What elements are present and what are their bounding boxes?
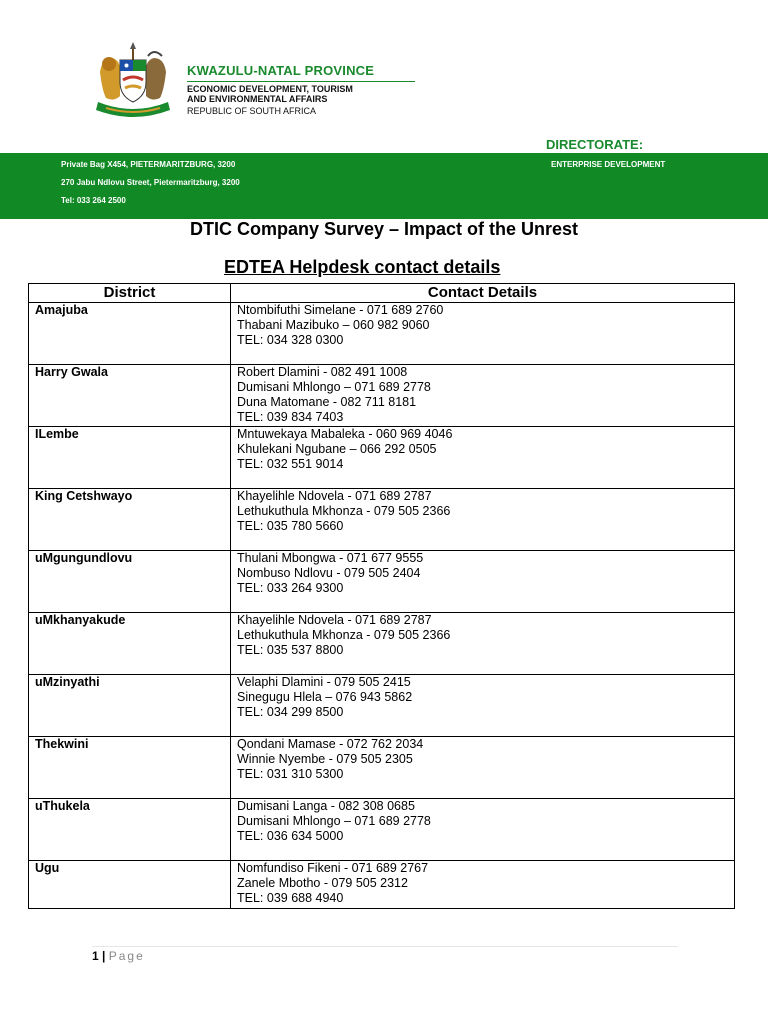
- contact-cell: [231, 799, 735, 861]
- contact-line: Winnie Nyembe - 079 505 2305: [237, 752, 413, 766]
- contact-line: Thulani Mbongwa - 071 677 9555: [237, 551, 424, 565]
- contact-line: Zanele Mbotho - 079 505 2312: [237, 876, 408, 890]
- table-row: [29, 675, 735, 737]
- table-row: [29, 365, 735, 427]
- contact-line: Dumisani Mhlongo – 071 689 2778: [237, 814, 431, 828]
- contact-cell: [231, 737, 735, 799]
- contact-line: TEL: 035 537 8800: [237, 643, 344, 657]
- postal-address: Private Bag X454, PIETERMARITZBURG, 3200: [61, 160, 236, 169]
- contact-line: Mntuwekaya Mabaleka - 060 969 4046: [237, 427, 453, 441]
- contact-cell: [231, 861, 735, 909]
- table-row: [29, 303, 735, 365]
- page-footer: [92, 949, 145, 963]
- table-row: [29, 551, 735, 613]
- department-line-1: ECONOMIC DEVELOPMENT, TOURISM: [187, 84, 353, 94]
- contact-cell: [231, 427, 735, 489]
- department-line-2: AND ENVIRONMENTAL AFFAIRS: [187, 94, 328, 104]
- directorate-value: ENTERPRISE DEVELOPMENT: [551, 160, 666, 169]
- contact-line: TEL: 032 551 9014: [237, 457, 344, 471]
- table-header-row: [29, 284, 735, 303]
- contact-line: Nomfundiso Fikeni - 071 689 2767: [237, 861, 429, 875]
- contact-line: Lethukuthula Mkhonza - 079 505 2366: [237, 628, 451, 642]
- contact-line: Dumisani Mhlongo – 071 689 2778: [237, 380, 431, 394]
- contact-line: TEL: 033 264 9300: [237, 581, 344, 595]
- page-word: Page: [108, 949, 145, 963]
- district-cell: uMkhanyakude: [29, 613, 231, 675]
- district-cell: Harry Gwala: [29, 365, 231, 427]
- contact-cell: [231, 365, 735, 427]
- province-name: KWAZULU-NATAL PROVINCE: [187, 63, 375, 78]
- district-cell: uMzinyathi: [29, 675, 231, 737]
- address-band: [0, 153, 768, 219]
- contact-line: Velaphi Dlamini - 079 505 2415: [237, 675, 411, 689]
- table-row: [29, 427, 735, 489]
- country-line: REPUBLIC OF SOUTH AFRICA: [187, 106, 317, 116]
- district-cell: Amajuba: [29, 303, 231, 365]
- contact-line: Qondani Mamase - 072 762 2034: [237, 737, 424, 751]
- contact-cell: [231, 675, 735, 737]
- street-address: 270 Jabu Ndlovu Street, Pietermaritzburg, 3200: [61, 178, 240, 187]
- table-row: [29, 861, 735, 909]
- contact-table: [28, 283, 735, 909]
- contact-cell: [231, 613, 735, 675]
- survey-title: DTIC Company Survey – Impact of the Unrest: [189, 219, 579, 239]
- contact-cell: [231, 489, 735, 551]
- directorate-label: DIRECTORATE:: [546, 137, 644, 152]
- contact-line: Ntombifuthi Simelane - 071 689 2760: [237, 303, 444, 317]
- contact-cell: [231, 303, 735, 365]
- contact-cell: [231, 551, 735, 613]
- contact-line: Nombuso Ndlovu - 079 505 2404: [237, 566, 421, 580]
- district-cell: King Cetshwayo: [29, 489, 231, 551]
- table-row: [29, 489, 735, 551]
- contact-line: Khayelihle Ndovela - 071 689 2787: [237, 613, 432, 627]
- contact-line: TEL: 039 834 7403: [237, 410, 344, 424]
- contact-line: TEL: 036 634 5000: [237, 829, 344, 843]
- telephone: Tel: 033 264 2500: [61, 196, 126, 205]
- contact-line: Thabani Mazibuko – 060 982 9060: [237, 318, 430, 332]
- contact-line: Khulekani Ngubane – 066 292 0505: [237, 442, 437, 456]
- table-row: [29, 737, 735, 799]
- province-divider: [187, 81, 415, 82]
- contact-line: TEL: 034 299 8500: [237, 705, 344, 719]
- district-cell: uThukela: [29, 799, 231, 861]
- helpdesk-title: EDTEA Helpdesk contact details: [224, 257, 501, 277]
- table-row: [29, 799, 735, 861]
- page-number: 1: [92, 949, 99, 963]
- page-separator: |: [102, 949, 106, 963]
- district-cell: uMgungundlovu: [29, 551, 231, 613]
- contact-line: Sinegugu Hlela – 076 943 5862: [237, 690, 413, 704]
- district-cell: ILembe: [29, 427, 231, 489]
- contact-line: TEL: 035 780 5660: [237, 519, 344, 533]
- district-cell: Thekwini: [29, 737, 231, 799]
- footer-divider: [92, 946, 678, 947]
- contact-line: TEL: 031 310 5300: [237, 767, 344, 781]
- contact-line: Khayelihle Ndovela - 071 689 2787: [237, 489, 432, 503]
- district-cell: Ugu: [29, 861, 231, 909]
- column-header-contact: Contact Details: [231, 284, 735, 303]
- contact-line: TEL: 039 688 4940: [237, 891, 344, 905]
- contact-line: Robert Dlamini - 082 491 1008: [237, 365, 408, 379]
- kzn-coat-of-arms-logo: [92, 42, 174, 120]
- column-header-district: District: [29, 284, 231, 303]
- contact-line: TEL: 034 328 0300: [237, 333, 344, 347]
- contact-line: Lethukuthula Mkhonza - 079 505 2366: [237, 504, 451, 518]
- table-row: [29, 613, 735, 675]
- contact-line: Dumisani Langa - 082 308 0685: [237, 799, 415, 813]
- contact-line: Duna Matomane - 082 711 8181: [237, 395, 417, 409]
